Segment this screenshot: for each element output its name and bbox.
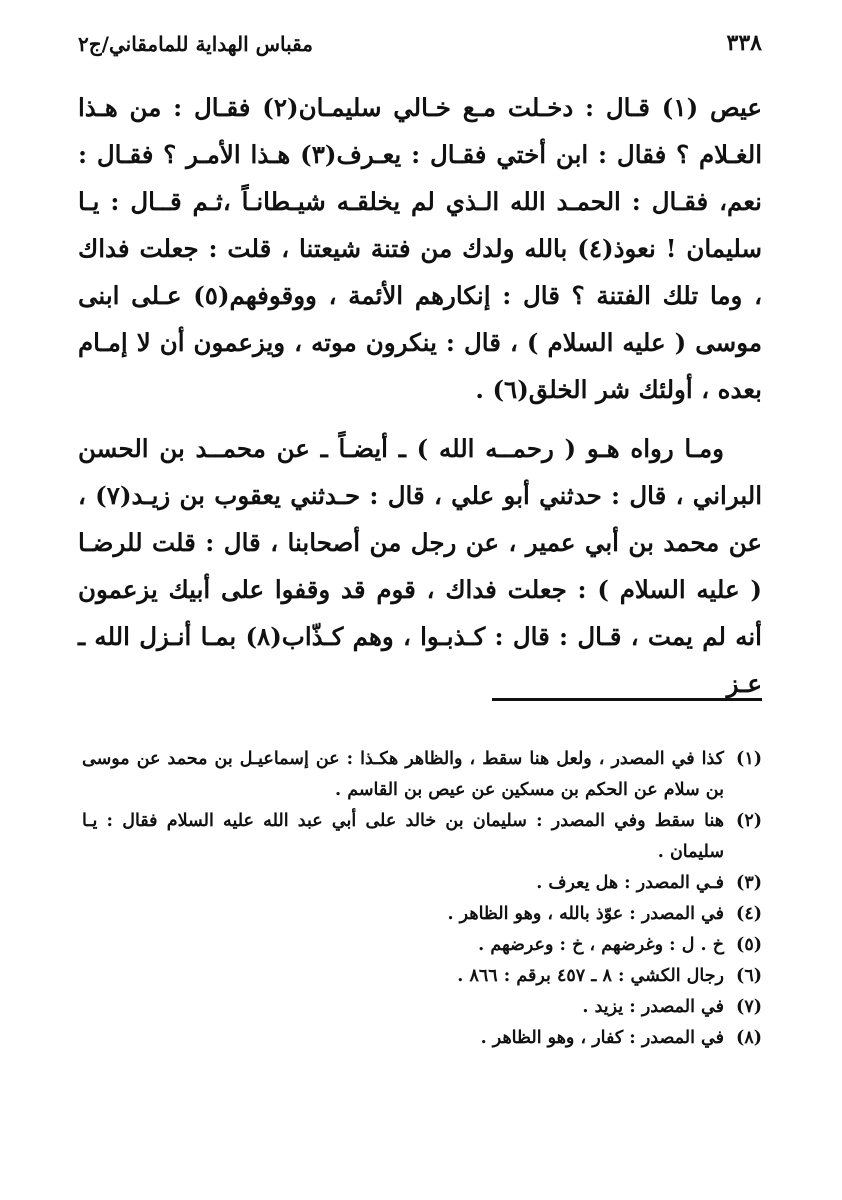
main-text [78,84,762,707]
footnote-item [82,1023,762,1054]
page-number: ٣٣٨ [726,30,762,56]
footnote-text: رجال الكشي : ٨ ـ ٤٥٧ برقم : ٨٦٦ . [457,966,724,986]
paragraph: عيص (١) قـال : دخـلت مـع خـالي سليمـان(٢) فقـال : من هـذا الغـلام ؟ فقال : ابن أختي فقـال : يعـرف(٣) هـذا الأمـر ؟ فقـال : نعم، فقـال : الحمـد الله الـذي لم يخلقـه شيـطانـاً ،ثـم قــال : يـا سليمان ! نعوذ(٤) بالله ولدك من فتنة شيعتنا ، قلت : جعلت فداك ، وما تلك الفتنة ؟ قال : إنكارهم الأئمة ، ووقوفهم(٥) عـلى ابنى موسى ( عليه السلام ) ، قال : ينكرون موته ، ويزعمون أن لا إمـام بعده ، أولئك شر الخلق(٦) . [78,93,763,404]
page-header [78,30,762,70]
footnote-text: في المصدر : عوّذ بالله ، وهو الظاهر . [447,904,724,924]
footnote-item [82,744,762,806]
footnote-text: خ . ل : وغرضهم ، خ : وعرضهم . [478,935,724,955]
footnote-number: (٣) [736,873,762,893]
paragraph: ومـا رواه هـو ( رحمــه الله ) ـ أيضـاً ـ عن محمــد بن الحسن البراني ، قال : حدثني أبو علي ، قال : حـدثني يعقوب بن زيـد(٧) ، عن محمد بن أبي عمير ، عن رجل من أصحابنا ، قال : قلت للرضـا ( عليه السلام ) : جعلت فداك ، قوم قد وقفوا على أبيك يزعمون أنه لم يمت ، قـال : قال : كـذبـوا ، وهم كـذّاب(٨) بمـا أنـزل الله ـ عـز [78,434,763,698]
footnote-number: (٥) [736,935,762,955]
footnote-number: (٤) [736,904,762,924]
footnote-item [82,806,762,868]
footnote-item [82,899,762,930]
footnote-text: في المصدر : كفار ، وهو الظاهر . [480,1028,724,1048]
footnote-item [82,930,762,961]
footnotes [82,744,762,1054]
footnote-number: (٢) [736,811,762,831]
footnote-number: (٨) [736,1028,762,1048]
footnote-item [82,961,762,992]
footnote-divider [492,698,762,701]
footnote-text: في المصدر : يزيد . [582,997,724,1017]
footnote-item [82,868,762,899]
footnote-item [82,992,762,1023]
footnote-number: (٧) [736,997,762,1017]
footnote-text: فـي المصدر : هل يعرف . [536,873,724,893]
footnote-text: هنا سقط وفي المصدر : سليمان بن خالد على أبي عبد الله عليه السلام فقال : يـا سليمان . [82,811,724,862]
footnote-number: (١) [736,749,762,769]
footnote-number: (٦) [736,966,762,986]
running-title: مقباس الهداية للمامقاني/ج٢ [78,32,314,56]
footnote-text: كذا في المصدر ، ولعل هنا سقط ، والظاهر هكـذا : عن إسماعيـل بن محمد عن موسى بن سلام عن الحكم بن مسكين عن عيص بن القاسم . [82,749,724,800]
